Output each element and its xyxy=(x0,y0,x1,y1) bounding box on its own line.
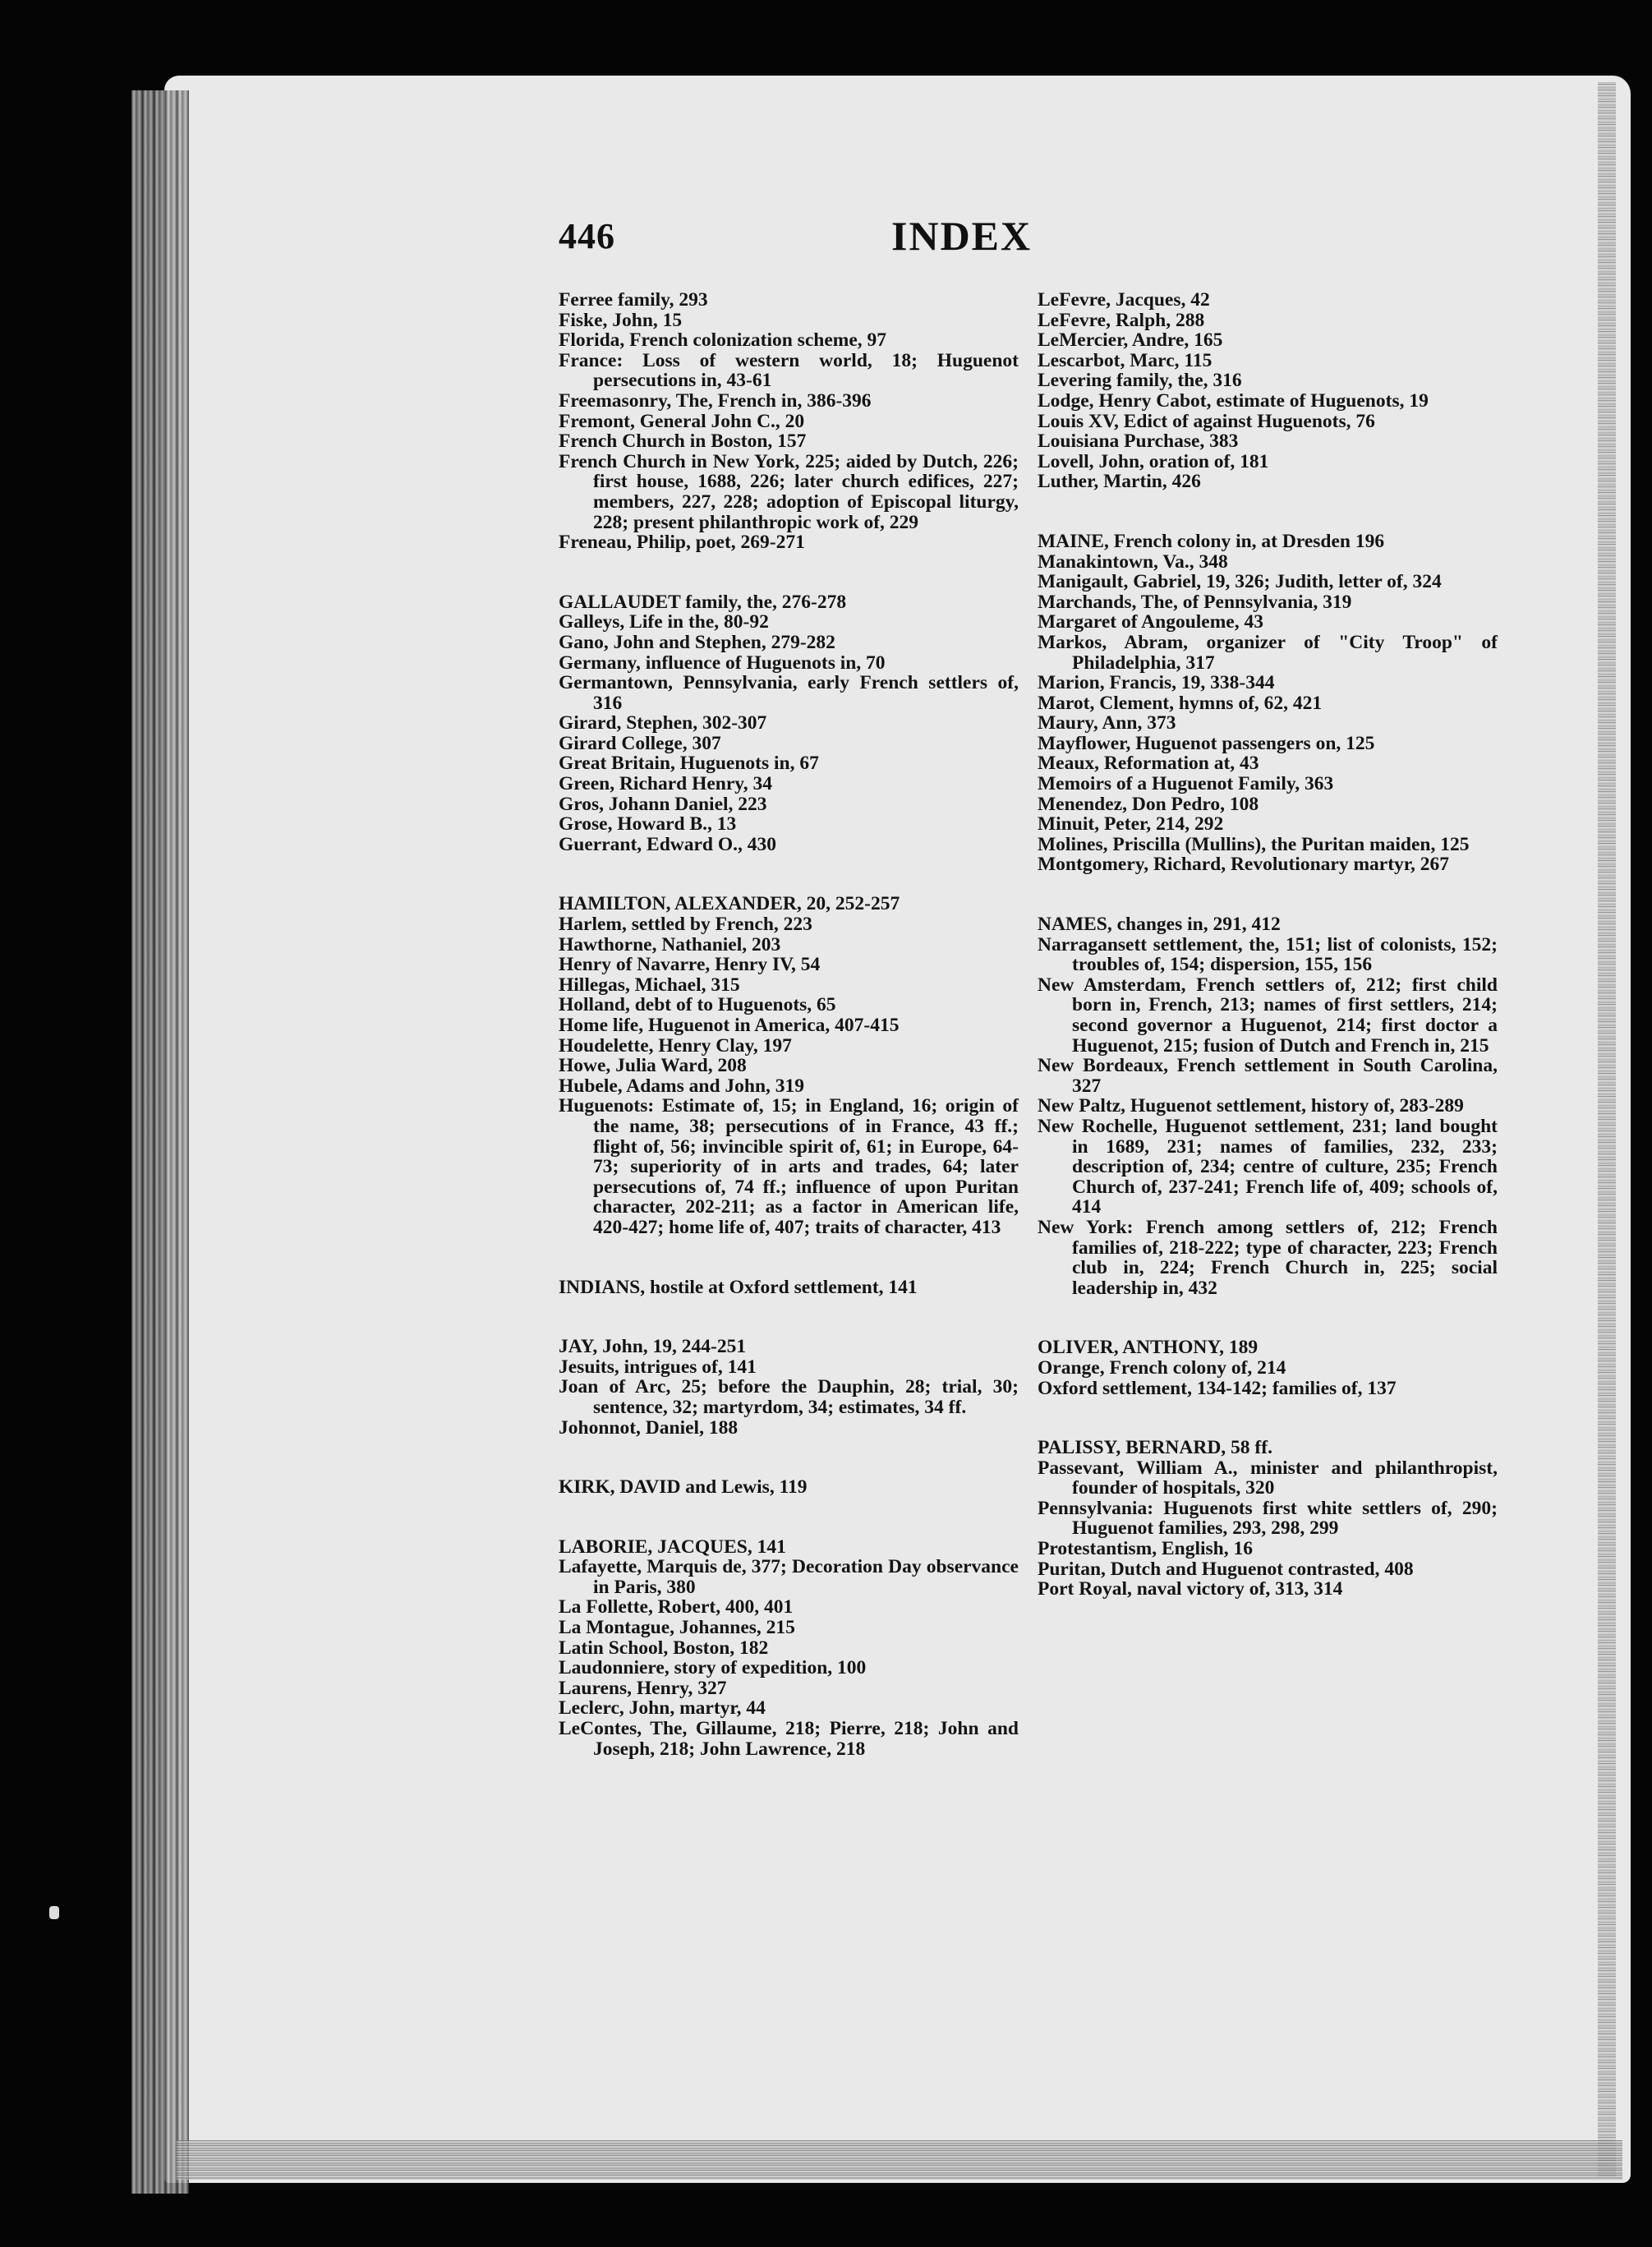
index-entry: Laudonniere, story of expedition, 100 xyxy=(559,1657,867,1679)
index-entry: Lescarbot, Marc, 115 xyxy=(1038,349,1213,371)
index-entry: Houdelette, Henry Clay, 197 xyxy=(559,1034,792,1057)
index-entry: Montgomery, Richard, Revolutionary martyr, 267 xyxy=(1038,854,1450,876)
index-entry: Home life, Huguenot in America, 407-415 xyxy=(559,1015,900,1036)
index-entry: Hubele, Adams and John, 319 xyxy=(559,1075,805,1097)
index-entry: Louisiana Purchase, 383 xyxy=(1038,431,1239,453)
index-entry: Molines, Priscilla (Mullins), the Puritan maiden, 125 xyxy=(1038,833,1470,855)
index-entry: Maury, Ann, 373 xyxy=(1038,712,1176,734)
index-entry: Menendez, Don Pedro, 108 xyxy=(1038,793,1259,815)
index-entry: Florida, French colonization scheme, 97 xyxy=(559,329,887,352)
index-entry: Green, Richard Henry, 34 xyxy=(559,773,773,795)
index-entry: Meaux, Reformation at, 43 xyxy=(1038,753,1259,775)
section-gap xyxy=(1038,875,1498,914)
index-entry: New Bordeaux, French settlement in South Carolina, 327 xyxy=(1038,1055,1498,1097)
index-entry: JAY, John, 19, 244-251 xyxy=(559,1336,747,1358)
index-entry: France: Loss of western world, 18; Huguenot persecutions in, 43-61 xyxy=(559,349,1019,392)
index-entry: Huguenots: Estimate of, 15; in England, 16; origin of the name, 38; persecutions of in France, 43 ff.; flight of, 56; invincible spirit of, 61; in Europe, 64-73; superiority of in arts and trades, 64; later persecutions of, 74 ff.; influence of upon Puritan character, 202-211; as a factor in American life, 420-427; home life of, 407; traits of character, 413 xyxy=(559,1095,1019,1238)
index-entry: Joan of Arc, 25; before the Dauphin, 28; trial, 30; sentence, 32; martyrdom, 34; estimates, 34 ff. xyxy=(559,1376,1019,1418)
index-entry: Narragansett settlement, the, 151; list of colonists, 152; troubles of, 154; dispersion, 155, 156 xyxy=(1038,933,1498,976)
index-entry: Markos, Abram, organizer of "City Troop" of Philadelphia, 317 xyxy=(1038,631,1498,674)
index-entry: Luther, Martin, 426 xyxy=(1038,471,1201,493)
section-gap xyxy=(1038,1398,1498,1438)
index-entry: New Rochelle, Huguenot settlement, 231; land bought in 1689, 231; names of families, 232, 233; description of, 234; centre of culture, 235; French Church of, 237-241; French life of, 409; schools of, 414 xyxy=(1038,1115,1498,1218)
index-column-left xyxy=(559,290,1019,1759)
index-entry: Lafayette, Marquis de, 377; Decoration Day observance in Paris, 380 xyxy=(559,1556,1019,1598)
index-entry: Orange, French colony of, 214 xyxy=(1038,1356,1286,1379)
index-entry: Germany, influence of Huguenots in, 70 xyxy=(559,652,886,674)
index-entry: Marion, Francis, 19, 338-344 xyxy=(1038,672,1275,694)
index-entry: La Follette, Robert, 400, 401 xyxy=(559,1596,794,1618)
index-entry: Protestantism, English, 16 xyxy=(1038,1538,1253,1560)
index-entry: Manigault, Gabriel, 19, 326; Judith, letter of, 324 xyxy=(1038,571,1442,593)
index-entry: Johonnot, Daniel, 188 xyxy=(559,1416,739,1439)
index-entry: Oxford settlement, 134-142; families of, 137 xyxy=(1038,1377,1397,1399)
running-head: INDEX xyxy=(891,213,1033,259)
index-entry: Great Britain, Huguenots in, 67 xyxy=(559,753,819,775)
index-entry: New York: French among settlers of, 212; French families of, 218-222; type of character, 223; French club in, 224; French Church in, 225; social leadership in, 432 xyxy=(1038,1216,1498,1299)
index-entry: La Montague, Johannes, 215 xyxy=(559,1617,795,1639)
index-entry: Girard, Stephen, 302-307 xyxy=(559,712,767,734)
index-entry: OLIVER, ANTHONY, 189 xyxy=(1038,1337,1259,1359)
index-entry: NAMES, changes in, 291, 412 xyxy=(1038,914,1281,936)
index-entry: French Church in New York, 225; aided by Dutch, 226; first house, 1688, 226; later church edifices, 227; members, 227, 228; adoption of Episcopal liturgy, 228; present philanthropic work of, 229 xyxy=(559,450,1019,533)
index-entry: LeFevre, Ralph, 288 xyxy=(1038,309,1205,331)
index-entry: Margaret of Angouleme, 43 xyxy=(1038,611,1263,633)
index-entry: Minuit, Peter, 214, 292 xyxy=(1038,813,1224,836)
section-gap xyxy=(559,1498,1019,1537)
index-entry: New Amsterdam, French settlers of, 212; first child born in, French, 213; names of first settlers, 214; second governor a Huguenot, 214; first doctor a Huguenot, 215; fusion of Dutch and French in, 215 xyxy=(1038,974,1498,1057)
index-entry: Holland, debt of to Huguenots, 65 xyxy=(559,994,836,1016)
index-entry: Jesuits, intrigues of, 141 xyxy=(559,1356,757,1378)
index-entry: Guerrant, Edward O., 430 xyxy=(559,833,777,855)
index-entry: Howe, Julia Ward, 208 xyxy=(559,1055,747,1077)
index-entry: Manakintown, Va., 348 xyxy=(1038,550,1228,573)
index-entry: Marchands, The, of Pennsylvania, 319 xyxy=(1038,591,1352,613)
section-gap xyxy=(1038,1298,1498,1338)
margin-mark xyxy=(49,1906,59,1919)
section-gap xyxy=(559,1438,1019,1477)
index-entry: HAMILTON, ALEXANDER, 20, 252-257 xyxy=(559,893,900,915)
index-entry: Fiske, John, 15 xyxy=(559,309,683,331)
index-entry: KIRK, DAVID and Lewis, 119 xyxy=(559,1476,808,1499)
index-entry: Port Royal, naval victory of, 313, 314 xyxy=(1038,1578,1343,1600)
index-entry: Levering family, the, 316 xyxy=(1038,370,1242,392)
index-entry: Louis XV, Edict of against Huguenots, 76 xyxy=(1038,410,1375,432)
index-entry: MAINE, French colony in, at Dresden 196 xyxy=(1038,530,1385,552)
index-entry: Marot, Clement, hymns of, 62, 421 xyxy=(1038,692,1323,714)
index-entry: Memoirs of a Huguenot Family, 363 xyxy=(1038,773,1334,795)
index-entry: LeMercier, Andre, 165 xyxy=(1038,329,1223,352)
section-gap xyxy=(559,1238,1019,1278)
page-binding-edge xyxy=(131,90,189,2194)
index-entry: Henry of Navarre, Henry IV, 54 xyxy=(559,954,821,976)
index-entry: Leclerc, John, martyr, 44 xyxy=(559,1697,766,1720)
index-entry: Mayflower, Huguenot passengers on, 125 xyxy=(1038,732,1375,754)
page-fore-edge xyxy=(1598,82,1616,2177)
index-entry: Pennsylvania: Huguenots first white settlers of, 290; Huguenot families, 293, 298, 299 xyxy=(1038,1497,1498,1540)
index-entry: Passevant, William A., minister and philanthropist, founder of hospitals, 320 xyxy=(1038,1457,1498,1499)
index-entry: New Paltz, Huguenot settlement, history of, 283-289 xyxy=(1038,1095,1464,1117)
index-entry: PALISSY, BERNARD, 58 ff. xyxy=(1038,1437,1272,1459)
section-gap xyxy=(559,553,1019,592)
index-entry: Lovell, John, oration of, 181 xyxy=(1038,450,1269,472)
index-entry: LeFevre, Jacques, 42 xyxy=(1038,289,1210,311)
index-entry: Harlem, settled by French, 223 xyxy=(559,914,812,936)
index-entry: French Church in Boston, 157 xyxy=(559,431,807,453)
page-number: 446 xyxy=(559,216,615,256)
index-entry: Latin School, Boston, 182 xyxy=(559,1637,769,1659)
page-bottom-edge xyxy=(177,2140,1622,2180)
index-entry: Laurens, Henry, 327 xyxy=(559,1677,727,1699)
index-entry: Hawthorne, Nathaniel, 203 xyxy=(559,933,781,955)
index-entry: Gano, John and Stephen, 279-282 xyxy=(559,631,835,653)
section-gap xyxy=(1038,492,1498,532)
index-entry: Fremont, General John C., 20 xyxy=(559,410,805,432)
index-entry: Freemasonry, The, French in, 386-396 xyxy=(559,389,872,412)
index-entry: Galleys, Life in the, 80-92 xyxy=(559,611,769,633)
index-entry: Gros, Johann Daniel, 223 xyxy=(559,793,767,815)
index-entry: Ferree family, 293 xyxy=(559,289,708,311)
index-entry: GALLAUDET family, the, 276-278 xyxy=(559,591,847,613)
index-entry: Freneau, Philip, poet, 269-271 xyxy=(559,532,805,554)
index-entry: Girard College, 307 xyxy=(559,732,721,754)
index-entry: LABORIE, JACQUES, 141 xyxy=(559,1536,786,1558)
index-entry: Germantown, Pennsylvania, early French settlers of, 316 xyxy=(559,672,1019,714)
index-column-right xyxy=(1038,290,1498,1600)
index-entry: LeContes, The, Gillaume, 218; Pierre, 218; John and Joseph, 218; John Lawrence, 218 xyxy=(559,1718,1019,1760)
section-gap xyxy=(559,854,1019,894)
index-entry: Lodge, Henry Cabot, estimate of Huguenots, 19 xyxy=(1038,389,1429,412)
index-entry: INDIANS, hostile at Oxford settlement, 141 xyxy=(559,1276,918,1298)
index-entry: Grose, Howard B., 13 xyxy=(559,813,737,836)
section-gap xyxy=(559,1297,1019,1337)
index-entry: Puritan, Dutch and Huguenot contrasted, 408 xyxy=(1038,1558,1414,1580)
index-entry: Hillegas, Michael, 315 xyxy=(559,974,740,996)
